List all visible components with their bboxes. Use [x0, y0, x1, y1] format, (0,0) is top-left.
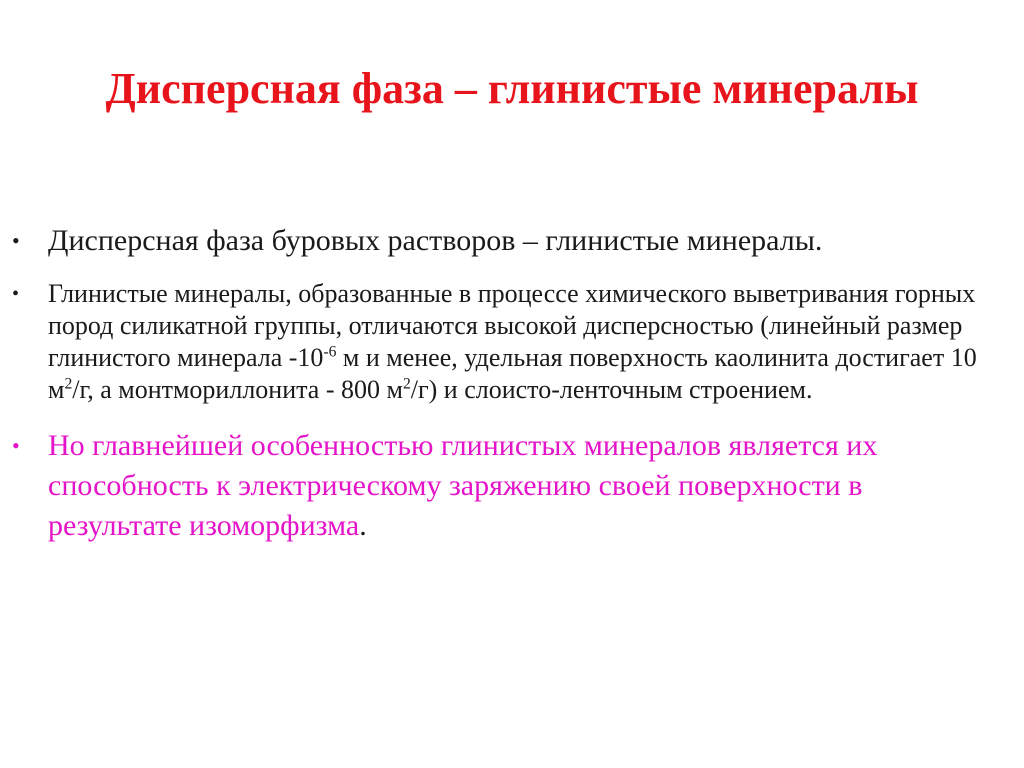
bullet-list	[10, 222, 990, 546]
bullet-dot-icon: •	[12, 433, 20, 458]
bullet-text-highlight: Но главнейшей особенностью глинистых минералов является их способность к электрическому заряжению своей поверхности в результате изоморфизма	[48, 429, 878, 542]
bullet-text-part-4: /г) и слоисто-ленточным строением.	[410, 375, 813, 404]
slide-title: Дисперсная фаза – глинистые минералы	[105, 64, 919, 113]
superscript-exponent: 2	[64, 375, 73, 393]
bullet-text-period: .	[359, 509, 367, 542]
superscript-exponent: -6	[323, 343, 337, 361]
bullet-text-part-1: Глинистые минералы, образованные в процессе химического выветривания горных пород силикатной группы, отличаются высокой дисперсностью (линейный размер глинистого минерала -10	[48, 279, 976, 372]
bullet-dot-icon: •	[12, 228, 20, 253]
bullet-item-2	[10, 278, 990, 406]
bullet-text: Дисперсная фаза буровых растворов – глинистые минералы.	[48, 224, 823, 257]
bullet-text-part-3: /г, а монтмориллонита - 800 м	[72, 375, 403, 404]
superscript-exponent: 2	[402, 375, 411, 393]
bullet-dot-icon: •	[12, 283, 20, 305]
bullet-item-1	[10, 222, 990, 260]
bullet-text-part-2: м и менее, удельная поверхность каолинита достигает 10 м	[48, 343, 977, 404]
bullet-item-3	[10, 426, 990, 546]
